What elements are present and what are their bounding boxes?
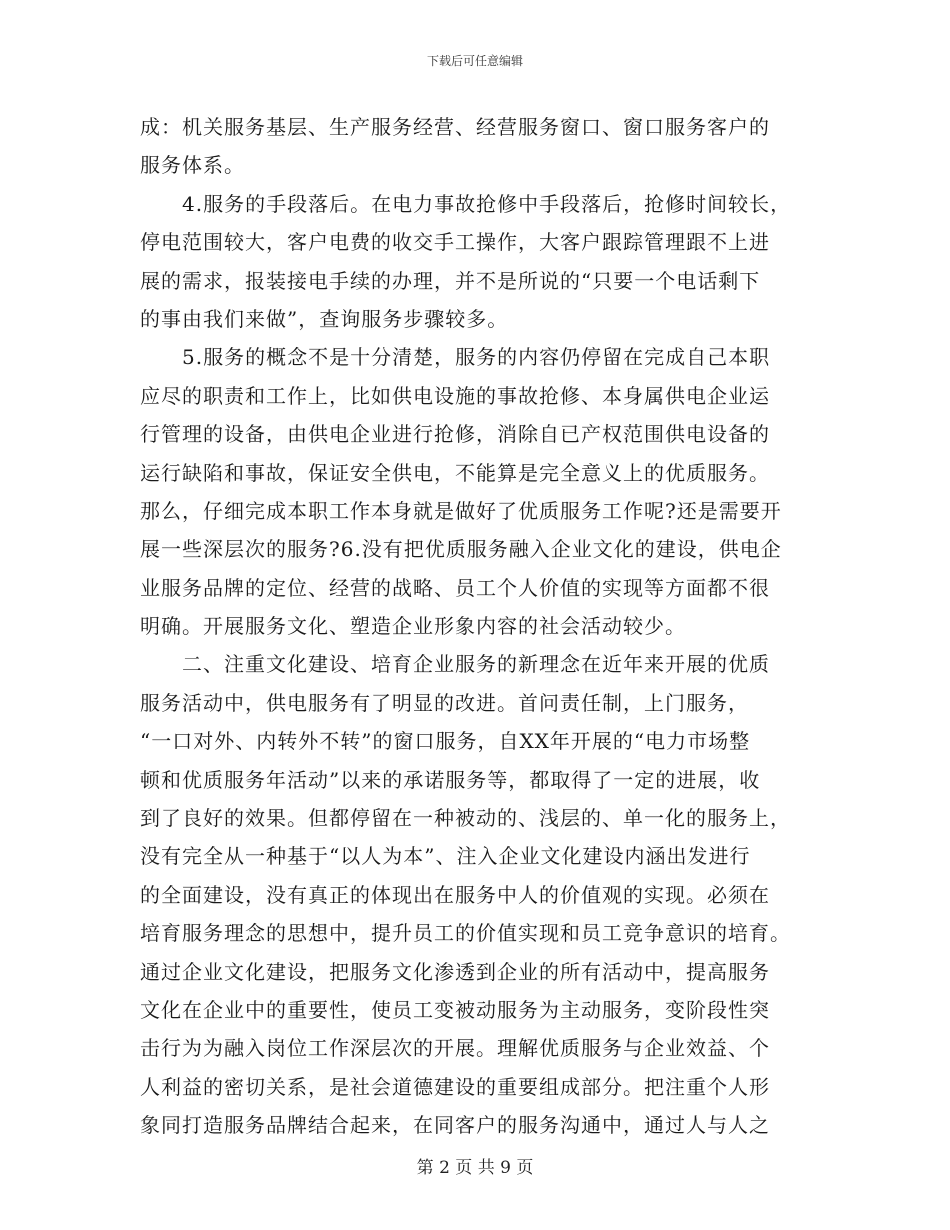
text-line: 击行为为融入岗位工作深层次的开展。理解优质服务与企业效益、个	[140, 1036, 770, 1061]
text-line: 顿和优质服务年活动”以来的承诺服务等，都取得了一定的进展，收	[140, 767, 761, 792]
text-line: 展一些深层次的服务?6.没有把优质服务融入企业文化的建设，供电企	[140, 537, 782, 562]
text-line: 服务体系。	[140, 153, 245, 178]
document-body	[140, 108, 820, 1145]
text-line: 人利益的密切关系，是社会道德建设的重要组成部分。把注重个人形	[140, 1074, 770, 1099]
text-line: 的事由我们来做”，查询服务步骤较多。	[140, 306, 509, 331]
text-line: 停电范围较大，客户电费的收交手工操作，大客户跟踪管理跟不上进	[140, 230, 770, 255]
text-line: 展的需求，报装接电手续的办理，并不是所说的“只要一个电话剩下	[140, 268, 761, 293]
text-line: 象同打造服务品牌结合起来，在同客户的服务沟通中，通过人与人之	[140, 1113, 770, 1138]
text-line: 的全面建设，没有真正的体现出在服务中人的价值观的实现。必须在	[140, 882, 770, 907]
text-line: 运行缺陷和事故，保证安全供电，不能算是完全意义上的优质服务。	[140, 460, 770, 485]
text-line: 培育服务理念的思想中，提升员工的价值实现和员工竞争意识的培育。	[140, 921, 791, 946]
text-line: 4.服务的手段落后。在电力事故抢修中手段落后，抢修时间较长，	[182, 191, 792, 216]
text-line: 明确。开展服务文化、塑造企业形象内容的社会活动较少。	[140, 614, 686, 639]
text-line: 通过企业文化建设，把服务文化渗透到企业的所有活动中，提高服务	[140, 959, 770, 984]
text-line: 成：机关服务基层、生产服务经营、经营服务窗口、窗口服务客户的	[140, 115, 770, 139]
page-header: 下载后可任意编辑	[426, 54, 523, 68]
text-line: 5.服务的概念不是十分清楚，服务的内容仍停留在完成自己本职	[182, 345, 771, 370]
text-line: 业服务品牌的定位、经营的战略、员工个人价值的实现等方面都不很	[140, 575, 770, 600]
page-footer: 第 2 页 共 9 页	[416, 1158, 534, 1178]
text-line: 服务活动中，供电服务有了明显的改进。首问责任制，上门服务，	[140, 690, 749, 715]
text-line: “一口对外、内转外不转”的窗口服务，自XX年开展的“电力市场整	[140, 729, 751, 754]
text-line: 应尽的职责和工作上，比如供电设施的事故抢修、本身属供电企业运	[140, 383, 770, 408]
text-line: 文化在企业中的重要性，使员工变被动服务为主动服务，变阶段性突	[140, 997, 770, 1022]
text-line: 二、注重文化建设、培育企业服务的新理念在近年来开展的优质	[182, 652, 770, 677]
text-line: 那么，仔细完成本职工作本身就是做好了优质服务工作呢?还是需要开	[140, 498, 782, 523]
text-line: 到了良好的效果。但都停留在一种被动的、浅层的、单一化的服务上，	[140, 806, 791, 831]
text-line: 没有完全从一种基于“以人为本”、注入企业文化建设内涵出发进行	[140, 844, 751, 869]
text-line: 行管理的设备，由供电企业进行抢修，消除自已产权范围供电设备的	[140, 422, 770, 447]
